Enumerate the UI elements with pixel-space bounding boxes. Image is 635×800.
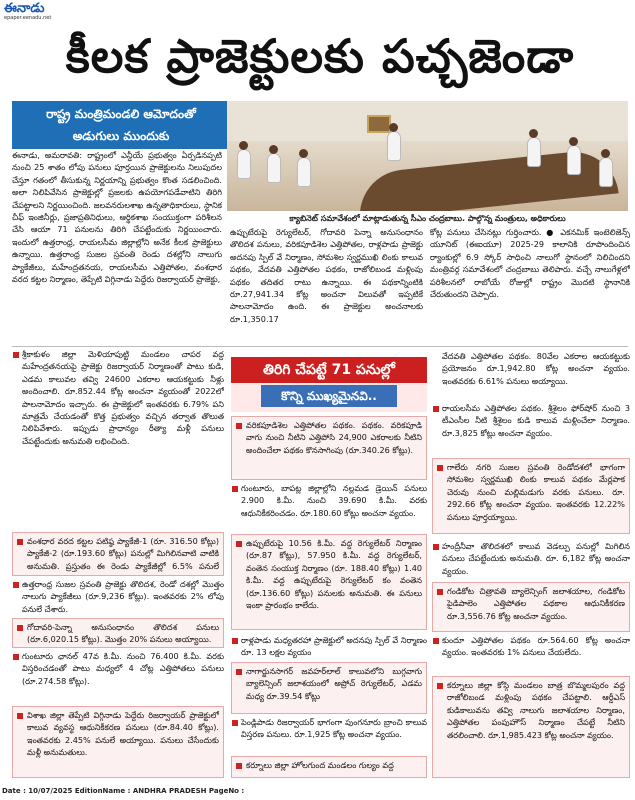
list-item-text: రాయలసీమ ఎత్తిపోతల పథకం. శ్రీశైలం ఫోర్‌షోర్ నుంచి 3 టీఎంసీల నీటి శ్రీశైలం కుడి కాలువ మళ్లించేలా నిర్మాణం. రూ.3,825 కోట్లు అంచనా వ్యయం. [442, 403, 630, 438]
list-item-text: వేదవతి ఎత్తిపోతల పథకం. 80వేల ఎకరాల ఆయకట్టుకు ప్రయోజనం రూ.1,942.80 కోట్ల అంచనా వ్యయం. ఇంతవరకు 6.61% పనులు అయ్యాయి. [442, 351, 630, 386]
bullet-icon [236, 763, 242, 769]
list-item [231, 482, 427, 532]
section-divider [12, 346, 628, 347]
photo-person [599, 157, 613, 187]
bullet-icon [232, 486, 238, 492]
photo-person-head [389, 123, 398, 132]
photo-person [567, 145, 581, 175]
logo-url: epaper.eenadu.net [4, 15, 52, 21]
masthead-logo [4, 2, 62, 20]
photo-portrait-frame [367, 115, 391, 133]
list-item [231, 756, 427, 778]
list-item [432, 582, 630, 632]
headline: కీలక ప్రాజెక్టులకు పచ్చజెండా [65, 29, 575, 83]
photo-person-head [601, 149, 610, 158]
photo-person [237, 149, 251, 179]
list-item-text: ఉప్పుటేరుపై 10.56 కి.మీ. వద్ద రెగ్యులేటర్ నిర్మాణం (రూ.87 కోట్లు), 57.950 కి.మీ. వద్ద రెగ్యులేటర్, వంతెన సంయుక్త నిర్మాణం (రూ. 188.40 కోట్లు) 1.40 కి.మీ. వద్ద ఉప్పుటేరుపై రెగ్యులేటర్ కం వంతెన (రూ.136.60 కోట్లు) పనులకు అనుమతి. ఈ పనులు ఇంకా ప్రారంభం కాలేదు. [246, 538, 422, 611]
photo-person-head [269, 145, 278, 154]
bullet-icon [433, 406, 439, 412]
photo-caption: క్యాబినెట్ సమావేశంలో మాట్లాడుతున్న సీఎం చంద్రబాబు. పాల్గొన్న మంత్రులు, అధికారులు [289, 214, 566, 223]
deck-line-2: అడుగులు ముందుకు [72, 129, 170, 143]
list-item [432, 634, 630, 674]
list-item [432, 402, 630, 454]
list-item [432, 350, 630, 400]
photo-person [387, 131, 401, 161]
article-column-1: ఈనాడు, అమరావతి: రాష్ట్రంలో ఎన్డీయే ప్రభుత్వం ఏర్పడినప్పటి నుంచి 25 శాతం లోపు పనులు పూర్తయిన ప్రాజెక్టులను నిలుపుదల చేస్తూ గతంలో తీసుకున్న నిర్ణయాన్ని ప్రభుత్వం కొంత సడలించింది. అలా నిలిపివేసిన ప్రాజెక్టుల్లో ప్రజలకు ఉపయోగపడేవాటిని తిరిగి చేపట్టాలని నిర్ణయించింది. జలవనరులశాఖ ఉన్నతాధికారులు, స్థానిక చీఫ్ ఇంజినీర్లు, ప్రజాప్రతినిధులు, ఆర్థికశాఖ సంయుక్తంగా పరిశీలన చేసి ఆయా 71 పనులను తిరిగి చేపట్టేందుకు నిర్ణయించారు. ఇందులో ఉత్తరాంధ్ర, రాయలసీమ జిల్లాల్లోని అనేక కీలక ప్రాజెక్టులు ఉన్నాయి. ఉత్తరాంధ్ర సుజల స్రవంతి రెండు దశల్లోని నాలుగు ప్యాకేజీలు, మహేంద్రతనయ, రాయలసీమ ఎత్తిపోతల, వంశధార వరద కట్టల నిర్మాణం, తెప్పేటి విగ్గినాడు పెద్దేరు రిజర్వాయర్ ప్రాజెక్టు, [12, 150, 222, 285]
list-heading-box [231, 357, 427, 412]
list-item [12, 650, 224, 702]
bullet-icon [13, 352, 19, 358]
list-item [231, 534, 427, 630]
list-item [12, 706, 224, 778]
bullet-icon [17, 713, 23, 719]
list-item-text: నాగార్జునసాగర్ జవహర్‌లాల్ కాలువలోని బుగ్గవాగు బ్యాలెన్సింగ్ జలాశయంలో అప్రోచ్ రెగ్యులేటర్, ఎడమ మధ్య రూ.39.54 కోట్లు [246, 666, 422, 701]
bullet-icon [433, 638, 439, 644]
list-item-text: కుందూ ఎత్తిపోతల పథకం రూ.564.60 కోట్ల అంచనా వ్యయం. ఇంతవరకు 1% పనులు చేయలేదు. [442, 635, 630, 658]
list-item-text: విశాఖ జిల్లా తెప్పేటి విగ్గినాడు పెద్దేరు రిజర్వాయర్ ప్రాజెక్టులో కాలువ వ్యవస్థ ఆధునికీకరణ పనులు (రూ.84.40 కోట్లు). ఇంతవరకు 2.45% పనులే అయ్యాయి. పనులు చేసేందుకు మళ్లీ అనుమతులు. [27, 710, 219, 758]
photo-person [297, 157, 311, 187]
cabinet-meeting-photo [227, 101, 628, 211]
bullet-icon [437, 683, 443, 689]
list-item [231, 662, 427, 714]
list-item-text: వరికపూడిశెల ఎత్తిపోతల పథకం. పథకం. వరికపూడి వాగు నుంచి నీటిని ఎత్తిపోసి 24,900 ఎకరాలకు నీటిని అందించేలా పథకం కొనసాగింపు (రూ.340.26 కోట్లు). [246, 420, 422, 455]
article-column-2: ఉప్పుటేరుపై రెగ్యులేటర్, గోదావరి పెన్నా అనుసంధానం తొలిదశ పనులు, వరికపూడిశెల ఎత్తిపోతల, రాళ్లపాడు ప్రాజెక్టు అదనపు స్పిల్ వే నిర్మాణం, సోమశిల స్వర్ణముఖి లింకు కాలువ పథకం, వేదవతి ఎత్తిపోతల పథకం, రాజోలిబండ మళ్లింపు పథకం తదితర రాటు ఉన్నాయి. ఈ పథకాన్నింటికి రూ.27,941.34 కోట్ల అంచనా విలువతో ఇప్పటికే పాలనామోదం ఉంది. ఈ ప్రాజెక్టుల అంచనాలకు రూ.1,350.17 [230, 227, 423, 324]
edition-footer: Date : 10/07/2025 EditionName : ANDHRA PRADESH PageNo : [2, 787, 245, 795]
logo-wordmark: ఈనాడు [4, 1, 45, 16]
bullet-icon [236, 541, 242, 547]
list-heading-line-2: కొన్ని ముఖ్యమైనవి.. [261, 385, 397, 407]
photo-person-head [529, 129, 538, 138]
list-item-text: గుంటూరు ఛానల్ 47వ కి.మీ. నుంచి 76.400 కి.మీ. వరకు విస్తరించడంతో పాటు మధ్యలో 4 చోట్ల ఎత్తిపోతలు పనులు (రూ.274.58 కోట్లు). [22, 651, 224, 686]
bullet-icon [437, 589, 443, 595]
bullet-icon [17, 625, 23, 631]
list-item-text: ఉత్తరాంధ్ర సుజల స్రవంతి ప్రాజెక్టు తొలిదశ, రెండో దశల్లో మొత్తం నాలుగు ప్యాకేజీలు (రూ.9,236 కోట్లు). ఇంతవరకు 2% లోపు పనులే చేశారు. [22, 579, 224, 614]
list-item [231, 716, 427, 754]
list-item [432, 458, 630, 534]
list-item [12, 618, 224, 648]
deck-box [12, 101, 230, 149]
list-item-text: హంద్రీనీవా తొలిదశలో కాలువ వెడల్పు పనుల్లో మిగిలిన పనులు చేపట్టేందుకు అనుమతి. రూ. 6,182 కోట్ల అంచనా వ్యయం. [442, 541, 630, 576]
list-item-text: కర్నూలు జిల్లా హోలగుంద మండలం గుల్యం వద్ద [246, 760, 394, 770]
photo-person-head [299, 149, 308, 158]
list-item-text: రాళ్లపాడు మధ్యతరహా ప్రాజెక్టులో అదనపు స్పిల్ వే నిర్మాణం రూ. 13 లక్షల వ్యయం [241, 635, 427, 658]
list-item-text: కర్నూలు జిల్లా కోస్గి మండలం బాత్ర బొమ్మలపురం వద్ద రాజోలిబండ మళ్లింపు పథకం చేపట్టాలి. ఆర్డీఎస్ కుడికాలువను తవ్వి నాలుగు జలాశయాల నిర్మాణం, ఎత్తిపోతల పంపుహౌస్ నిర్మాణం చేపట్టే నీటిని తరలించాలి. రూ.1,985.423 కోట్ల అంచనా వ్యయం. [447, 680, 625, 740]
bullet-icon [13, 654, 19, 660]
list-item-text: గుంటూరు, బాపట్ల జిల్లాల్లోని నల్లమడ డ్రెయిన్ పనులు 2.900 కి.మీ. నుంచి 39.690 కి.మీ. వరకు ఆధునికీకరించడం. రూ.180.60 కోట్లు అంచనా వ్యయం. [241, 483, 427, 518]
list-item [432, 676, 630, 778]
list-item-text: శ్రీకాకుళం జిల్లా మెళియాపుట్టి మండలం చాపర వద్ద మహేంద్రతనయపై ప్రాజెక్టు రిజర్వాయర్ నిర్మాణంతో పాటు కుడి, ఎడమ కాలువల తవ్వి 24600 ఎకరాల ఆయకట్టుకు నీళ్లు అందించాలి. రూ.852.44 కోట్ల అంచనా వ్యయంతో 2022లో పాలనామోదం ఇచ్చారు. ఈ ప్రాజెక్టులో ఇంతవరకు 6.79% పని మాత్రమే చేయడంతో కొత్త ప్రభుత్వం వచ్చిన తర్వాత తొలుత నిలిపివేశారు. ఇప్పుడు ప్రాధాన్యం రీత్యా మళ్లీ పనులు చేపట్టేందుకు అనుమతి లభించింది. [22, 349, 224, 446]
list-item-text: గాలేరు నగరి సుజల స్రవంతి రెండోదశలో భాగంగా సోమశిల స్వర్ణముఖి లింకు కాలువ పథకం మేర్లపాక చెరువు నుంచి మల్లిమడుగు వరకు పనులు. రూ. 292.66 కోట్ల అంచనా వ్యయం. ఇంతవరకు 12.22% పనులు పూర్తయ్యాయి. [447, 462, 625, 522]
bullet-icon [236, 669, 242, 675]
list-item-text: గోదావరి-పెన్నా అనుసంధానం తొలిదశ పనులు (రూ.6,020.15 కోట్లు). మొత్తం 20% పనులు అయ్యాయి. [27, 622, 219, 645]
list-item [12, 578, 224, 616]
photo-wall [227, 101, 628, 141]
photo-person-head [239, 141, 248, 150]
bullet-icon [13, 582, 19, 588]
list-item [231, 634, 427, 660]
bullet-icon [232, 638, 238, 644]
photo-person-head [569, 137, 578, 146]
deck-line-1: రాష్ట్ర మంత్రిమండలి ఆమోదంతో [46, 107, 196, 121]
list-item [12, 532, 224, 576]
article-column-3: కోట్ల పనులు చేసినట్లు గుర్తించారు. ● ఎకనమిక్ ఇంటెలిజెన్స్ యూనిట్ (ఈఐయూ) 2025-29 కాలానికి రూపొందించిన ర్యాంకుల్లో 6.9 స్కోర్ సాధించి నాలుగో స్థానంలో నిలిచిందని మంత్రివర్గ సమావేశంలో చంద్రబాబు తెలిపారు. వచ్చే నాలుగేళ్లలో పరిశీలనలో రాబోయే రోజుల్లో రాష్ట్రం మొదటి స్థానానికి చేరుతుందని చెప్పారు. [430, 227, 630, 300]
list-heading-line-1: తిరిగి చేపట్టే 71 పనుల్లో [231, 357, 427, 383]
list-item-text: పెండ్లిపాడు రిజర్వాయర్ భాగంగా పుంగనూరు బ్రాంచి కాలువ విస్తరణ పనులు. రూ.1,925 కోట్ల అంచనా వ్యయం. [241, 717, 427, 740]
bullet-icon [232, 720, 238, 726]
bullet-icon [236, 423, 242, 429]
bullet-icon [433, 544, 439, 550]
list-item [432, 540, 630, 580]
list-item [12, 348, 224, 530]
photo-person [527, 137, 541, 167]
list-item [231, 416, 427, 480]
bullet-icon [437, 465, 443, 471]
photo-person [267, 153, 281, 183]
list-item-text: గండికోట చిత్రావతి బ్యాలెన్సింగ్ జలాశయాల, గండికోట పైడిపాలెం ఎత్తిపోతల పథకాల ఆధునికీకరణ రూ.3,556.76 కోట్ల అంచనా వ్యయం. [447, 586, 625, 621]
bullet-icon [17, 539, 23, 545]
list-item-text: వంశధార వరద కట్టల పటిష్ఠ ప్యాకేజీ-1 (రూ. 316.50 కోట్లు) ప్యాకేజీ-2 (రూ.193.60 కోట్లు) పనుల్లో మిగిలినవాటి వాటికి అనుమతి. ప్రస్తుతం ఈ రెండు ప్యాకేజీల్లో 6.5% పనులే [27, 536, 219, 571]
